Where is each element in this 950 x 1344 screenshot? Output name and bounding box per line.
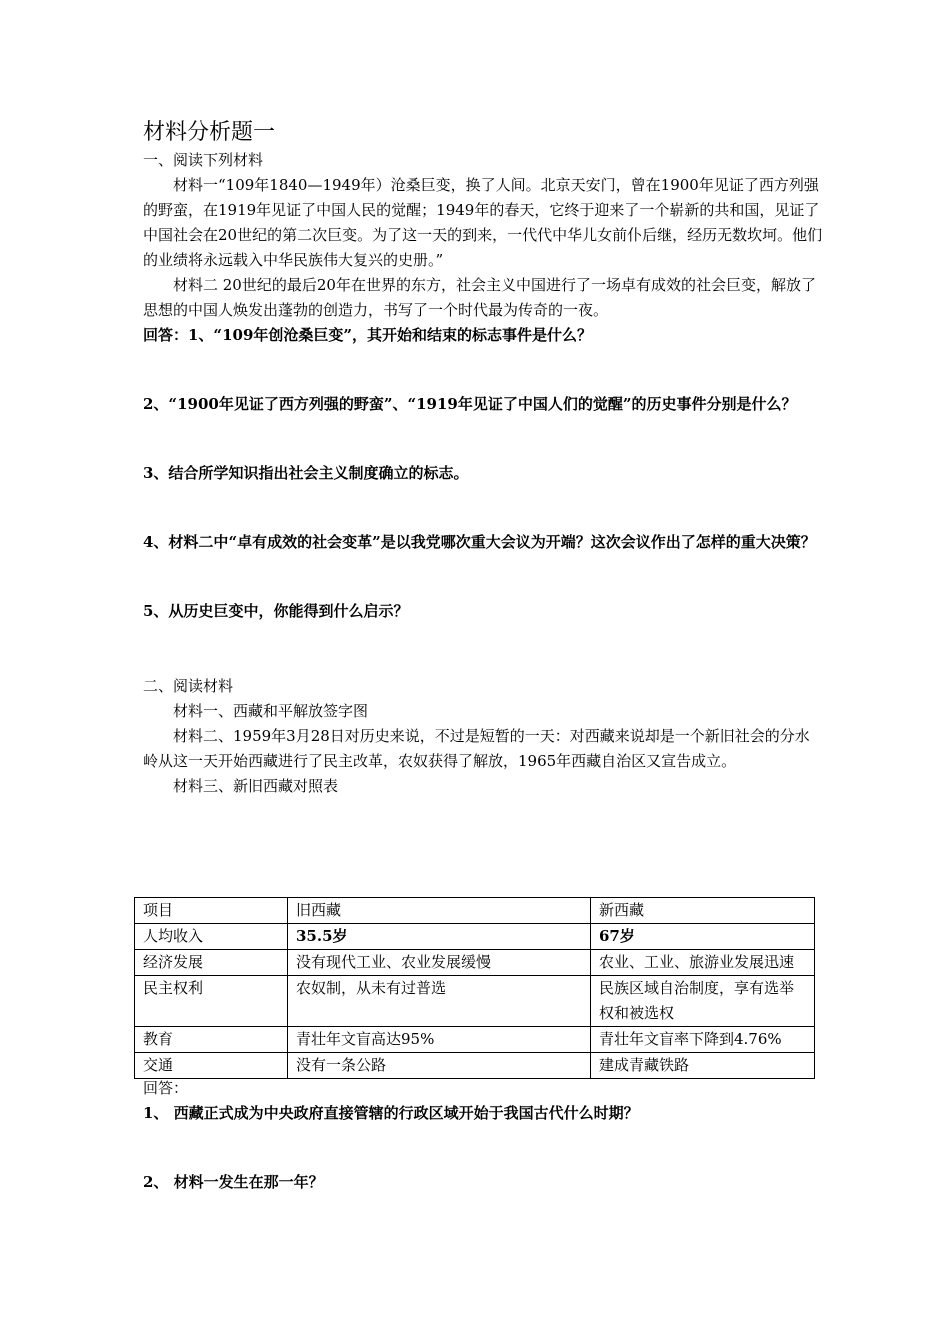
- table-row: [135, 924, 815, 950]
- table-cell: 没有一条公路: [288, 1053, 591, 1079]
- table-header-cell: 新西藏: [591, 898, 815, 924]
- table-cell: 民族区域自治制度，享有选举权和被选权: [591, 976, 815, 1027]
- answer-space: [143, 486, 823, 530]
- part1-material1: 材料一“109年1840—1949年）沧桑巨变，换了人间。北京天安门，曾在1900年见证了西方列强的野蛮，在1919年见证了中国人民的觉醒；1949年的春天，它终于迎来了一个崭新的共和国，见证了中国社会在20世纪的第二次巨变。为了这一天的到来，一代代中华儿女前仆后继，经历无数坎坷。他们的业绩将永远载入中华民族伟大复兴的史册。”: [143, 176, 823, 269]
- table-cell: 人均收入: [135, 924, 288, 950]
- answer-space: [143, 348, 823, 392]
- table-cell: 教育: [135, 1027, 288, 1053]
- page-title: 材料分析题一: [143, 120, 276, 145]
- table-cell: 经济发展: [135, 950, 288, 976]
- part2-heading: 二、阅读材料: [143, 677, 234, 695]
- table-cell: 农奴制，从未有过普选: [288, 976, 591, 1027]
- answer-space: [143, 624, 823, 674]
- answer-space: [143, 1126, 823, 1170]
- answer-space: [143, 555, 823, 599]
- table-cell: 建成青藏铁路: [591, 1053, 815, 1079]
- table-row: [135, 1053, 815, 1079]
- part2-question-2: 2、 材料一发生在那一年？: [143, 1173, 324, 1191]
- part1-material2: 材料二 20世纪的最后20年在世界的东方，社会主义中国进行了一场卓有成效的社会巨变，解放了思想的中国人焕发出蓬勃的创造力，书写了一个时代最为传奇的一夜。: [143, 276, 816, 319]
- part2-material1: 材料一、西藏和平解放签字图: [173, 702, 369, 720]
- part1-question-3: 3、结合所学知识指出社会主义制度确立的标志。: [143, 464, 469, 482]
- part1-heading: 一、阅读下列材料: [143, 151, 264, 169]
- part1-question-5: 5、从历史巨变中，你能得到什么启示？: [143, 602, 409, 620]
- table-header-cell: 旧西藏: [288, 898, 591, 924]
- table-row: [135, 1027, 815, 1053]
- table-cell: 民主权利: [135, 976, 288, 1027]
- document-body: [143, 118, 823, 799]
- table-header-cell: 项目: [135, 898, 288, 924]
- table-cell: 35.5岁: [288, 924, 591, 950]
- part1-question-4: 4、材料二中“卓有成效的社会变革”是以我党哪次重大会议为开端？这次会议作出了怎样的重大决策？: [143, 533, 816, 551]
- table-header-row: [135, 898, 815, 924]
- table-row: [135, 950, 815, 976]
- answer-space: [143, 417, 823, 461]
- table-cell: 青壮年文盲高达95%: [288, 1027, 591, 1053]
- table-row: [135, 976, 815, 1027]
- part2-material3: 材料三、新旧西藏对照表: [173, 777, 339, 795]
- table-cell: 没有现代工业、农业发展缓慢: [288, 950, 591, 976]
- part1-question-1: 回答：1、“109年创沧桑巨变”，其开始和结束的标志事件是什么？: [143, 326, 593, 344]
- answer-label: 回答：: [143, 1079, 189, 1097]
- part1-question-2: 2、“1900年见证了西方列强的野蛮”、“1919年见证了中国人们的觉醒”的历史事件分别是什么？: [143, 395, 797, 413]
- table-cell: 交通: [135, 1053, 288, 1079]
- table-cell: 67岁: [591, 924, 815, 950]
- table-cell: 农业、工业、旅游业发展迅速: [591, 950, 815, 976]
- part2-material2: 材料二、1959年3月28日对历史来说，不过是短暂的一天：对西藏来说却是一个新旧社会的分水岭从这一天开始西藏进行了民主改革，农奴获得了解放，1965年西藏自治区又宣告成立。: [143, 727, 810, 770]
- part2-questions: [143, 1076, 823, 1195]
- tibet-comparison-table: [134, 897, 815, 1079]
- part2-question-1: 1、 西藏正式成为中央政府直接管辖的行政区域开始于我国古代什么时期？: [143, 1104, 639, 1122]
- table-cell: 青壮年文盲率下降到4.76%: [591, 1027, 815, 1053]
